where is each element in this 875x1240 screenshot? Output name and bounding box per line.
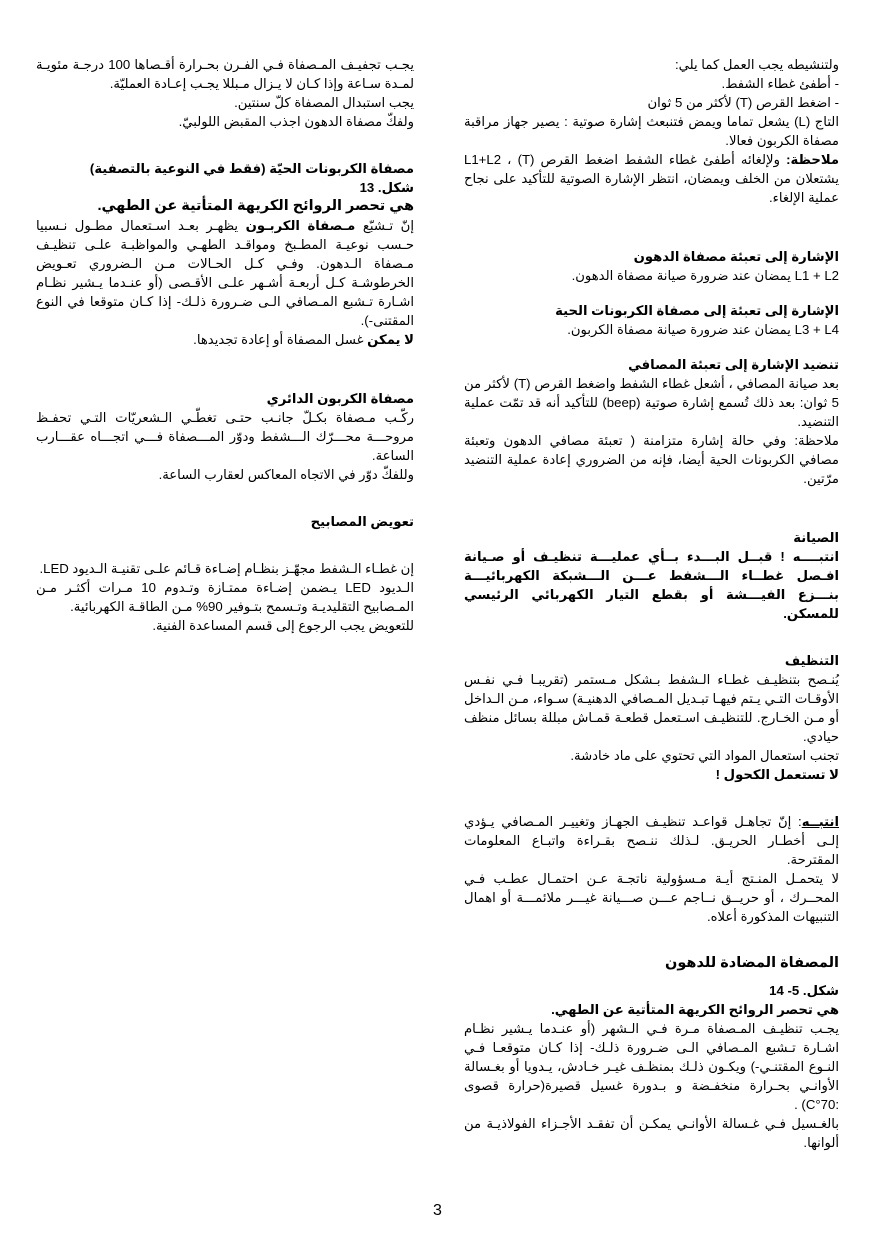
lamp-text-2: الـديود LED يـضمن إضـاءة ممتـازة وتـدوم 10 مـرات أكثـر مـن المـصابيح التقليديـة وتـسمح بتـوفير 90% مـن الطاقـة الكهربائية. xyxy=(36,580,414,614)
grease-signal-title: الإشارة إلى تعبئة مصفاة الدهون xyxy=(633,249,839,264)
carbon-signal-title: الإشارة إلى تعبئة إلى مصفاة الكربونات الحية xyxy=(555,303,839,318)
no-wash xyxy=(36,330,414,349)
reset-note: ملاحظة: وفي حالة إشارة متزامنة ( تعبئة مصافي الدهون وتعبئة مصافي الكربونات الحية أيضا، فإنه من الضروري إعادة عملية التنضيد مرّتين. xyxy=(464,433,839,486)
note-text: ولإلغائه أطفئ غطاء الشفط اضغط القرص (T) ، L1+L2 يشتعلان من الخلف ويمضان، انتظر الإشارة الصوتية للتأكيد على نجاح عملية الإلغاء. xyxy=(464,152,839,205)
no-alcohol: لا تستعمل الكحول ! xyxy=(715,767,839,782)
remove-text: ولفكّ مصفاة الدهون اجذب المقبض اللولبيّ. xyxy=(178,114,414,129)
round-filter-text: ركّـب مـصفاة بكـلّ جانـب حتـى تغطّـي الـشعريّات التـي تحفـظ مروحـــة محـــرّك الـــشفط ودوّر المـــصفاة فـــي اتجـــاه عقـــارب الساعة. xyxy=(36,410,414,463)
step-1: - أطفئ غطاء الشفط. xyxy=(721,76,839,91)
carbon-text-post: يظهـر بعـد اسـتعمال مطـول نـسبيا حـسب نوعيـة المطـبخ ومواقـد الطهـي والمواظبـة علـى تنظيـف مـصفاة الـدهون. وفـي كـل الحـالات مـن الـضروري تعـويض الخرطوشـة كـل أربعـة أشـهر علـى الأقـصى (أو عنـدما يـشير نظـام اشـارة تـشبع المـصافي الـى ضـرورة ذلـك- إذا كـان متوقعا في النوع المقتنى-). xyxy=(36,218,414,328)
dry-text: يجـب تجفيـف المـصفاة فـي الفـرن بحـرارة أقـصاها 100 درجـة مئويـة لمـدة سـاعة وإذا كـان لا يـزال مـبللا يجـب إعـادة العمليّة. xyxy=(36,57,414,91)
maintenance-title: الصيانة xyxy=(793,530,839,545)
antigrease-title: المصفاة المضادة للدهون xyxy=(664,955,839,971)
step-3: التاج (L) يشعل تماما ويمض فتنبعث إشارة صوتية : يصير جهاز مراقبة مصفاة الكربون فعالا. xyxy=(464,114,839,148)
carbon-subtitle: هي تحصر الروائح الكريهة المتأتية عن الطهي. xyxy=(97,198,414,214)
right-column xyxy=(464,55,839,1152)
lamp-title: تعويض المصابيح xyxy=(310,514,414,529)
carbon-signal-text: L3 + L4 يمضان عند ضرورة صيانة مصفاة الكربون. xyxy=(567,322,839,337)
maintenance-warning: انتبــــه ! قبــل البـــدء بــأي عمليـــة تنظيـف أو صـيانة افـصل غطــاء الـــشفط عـــن الـــشبكة الكهربائيـــة بنـــزع الفيـــشة أو بقطع التيار الكهربائي الرئيسي للمسكن. xyxy=(464,549,839,621)
carbon-text-bold: مـصفاة الكربـون xyxy=(245,218,356,233)
round-filter-remove: وللفكّ دوّر في الاتجاه المعاكس لعقارب الساعة. xyxy=(158,467,414,482)
antigrease-text-2: بالغـسيل فـي غـسالة الأوانـي يمكـن أن تفقـد الأجـزاء الفولاذيـة من ألوانها. xyxy=(464,1116,839,1150)
lamp-text-3: للتعويض يجب الرجوع إلى قسم المساعدة الفنية. xyxy=(152,618,414,633)
carbon-figure: شكل. 13 xyxy=(359,180,414,195)
attention-label: انتبــه xyxy=(801,814,839,829)
cleaning-avoid: تجنب استعمال المواد التي تحتوي على ماد خادشة. xyxy=(570,748,839,763)
carbon-text-pre: إنّ تـشبّع xyxy=(362,218,415,233)
no-wash-bold: لا يمكن xyxy=(367,332,414,347)
no-wash-rest: غسل المصفاة أو إعادة تجديدها. xyxy=(193,332,364,347)
attention-text: : إنّ تجاهـل قواعـد تنظيـف الجهـاز وتغييـر المـصافي يـؤدي إلـى أخطـار الحريـق. لـذلك ننـصح بقـراءة واتبـاع المعلومات المقترحة. xyxy=(464,814,839,867)
step-2: - اضغط القرص (T) لأكثر من 5 ثوان xyxy=(647,95,839,110)
reset-text: بعد صيانة المصافي ، أشعل غطاء الشفط واضغط القرص (T) لأكثر من 5 ثوان: بعد ذلك تُسمع إشارة صوتية (beep) للتأكيد أنه قد تمّت عملية التنضيد. xyxy=(464,376,839,429)
attention-paragraph xyxy=(464,812,839,869)
cleaning-text: يُنـصح بتنظيـف غطـاء الـشفط بـشكل مـستمر (تقريبـا فـي نفـس الأوقـات التـي يـتم فيهـا تبـديل المـصافي الدهنيـة) سـواء، مـن الـداخل أو مـن الخـارج. للتنظيـف اسـتعمل قطعـة قمـاش مبللة بسائل منظف حيادي. xyxy=(464,672,839,744)
round-filter-title: مصفاة الكربون الدائري xyxy=(266,391,414,406)
antigrease-figure: شكل. 5- 14 xyxy=(769,983,839,998)
antigrease-subtitle: هي تحصر الروائح الكريهة المتأتية عن الطهي. xyxy=(551,1002,839,1017)
cancel-note xyxy=(464,150,839,207)
replace-text: يجب استبدال المصفاة كلّ سنتين. xyxy=(234,95,414,110)
antigrease-text: يجـب تنظيـف المـصفاة مـرة فـي الـشهر (أو عنـدما يـشير نظـام اشـارة تـشبع المـصافي الـى ضـرورة ذلـك- إذا كـان متوقعـا فـي النـوع المقتنـي-) ويكـون ذلـك بمنظـف غيـر خـادش، يـدويا أو بغـسالة الأوانـي بحـرارة منخفـضة و بـدورة غسيل قصيرة(حرارة قصوى :70°C) . xyxy=(464,1021,839,1112)
page-number: 3 xyxy=(433,1202,442,1219)
liability-text: لا يتحمـل المنـتج أيـة مـسؤولية ناتجـة عـن احتمـال عطـب فـي المحــرك ، أو حريــق نــاجم عـــن صـــيانة غيـــر ملائمـــة أو اهمال التنبيهات المذكورة أعلاه. xyxy=(464,871,839,924)
left-column xyxy=(36,55,414,635)
carbon-filter-title: مصفاة الكربونات الحيّة (فقط في النوعية بالتصفية) xyxy=(89,161,414,176)
lamp-text-1: إن غطـاء الـشفط مجهّـز بنظـام إضـاءة قـائم علـى تقنيـة الـديود LED. xyxy=(39,561,414,576)
grease-signal-text: L1 + L2 يمضان عند ضرورة صيانة مصفاة الدهون. xyxy=(571,268,839,283)
cleaning-title: التنظيف xyxy=(784,653,839,668)
carbon-text xyxy=(36,216,414,330)
reset-title: تنضيد الإشارة إلى تعبئة المصافي xyxy=(628,357,839,372)
activation-intro: ولتنشيطه يجب العمل كما يلي: xyxy=(674,57,839,72)
note-label: ملاحظة: xyxy=(786,152,840,167)
